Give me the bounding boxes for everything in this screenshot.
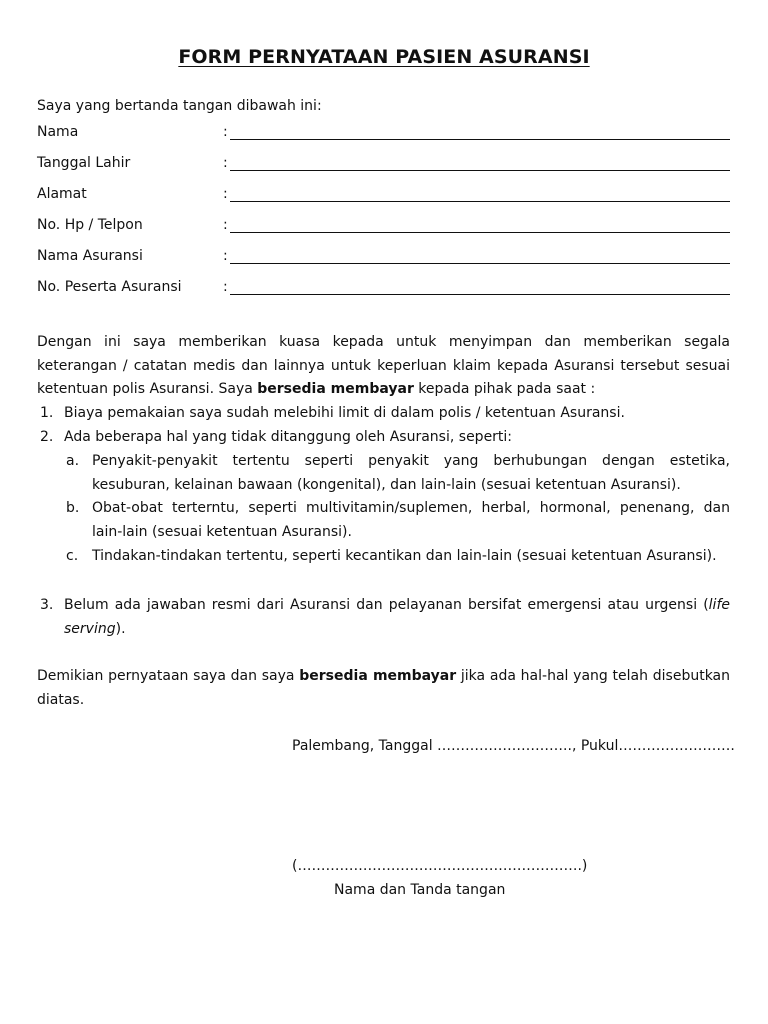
field-label: No. Hp / Telpon xyxy=(37,217,143,233)
sublist-text: Penyakit-penyakit tertentu seperti penyakit yang berhubungan dengan estetika, kesuburan, kelainan bawaan (kongenital), dan lain-lain (sesuai ketentuan Asuransi). xyxy=(92,453,730,493)
field-colon: : xyxy=(223,217,228,233)
sublist-letter: b. xyxy=(66,500,80,516)
field-colon: : xyxy=(223,124,228,140)
para2-text-after: jika ada hal-hal yang telah disebutkan diatas. xyxy=(37,668,731,708)
list-text xyxy=(64,594,730,641)
field-colon: : xyxy=(223,248,228,264)
list-number: 2. xyxy=(40,429,54,445)
field-label: No. Peserta Asuransi xyxy=(37,279,182,295)
field-alamat[interactable] xyxy=(37,186,730,208)
list-text: Ada beberapa hal yang tidak ditanggung oleh Asuransi, seperti: xyxy=(64,429,513,445)
list-text: Biaya pemakaian saya sudah melebihi limit di dalam polis / ketentuan Asuransi. xyxy=(64,405,625,421)
intro-text: Saya yang bertanda tangan dibawah ini: xyxy=(37,98,322,114)
field-label: Nama xyxy=(37,124,79,140)
field-label: Nama Asuransi xyxy=(37,248,143,264)
para2-text-before: Demikian pernyataan saya dan saya xyxy=(37,668,300,684)
place-date-line[interactable]: Palembang, Tanggal ……………………….., Pukul……………………. xyxy=(292,738,735,754)
field-colon: : xyxy=(223,186,228,202)
signature-caption: Nama dan Tanda tangan xyxy=(334,882,506,898)
field-blank-line[interactable] xyxy=(230,294,730,295)
field-blank-line[interactable] xyxy=(230,170,730,171)
list3-text-before: Belum ada jawaban resmi dari Asuransi dan pelayanan bersifat emergensi atau urgensi ( xyxy=(64,597,709,613)
sublist-text: Obat-obat terterntu, seperti multivitamin/suplemen, herbal, hormonal, penenang, dan lain-lain (sesuai ketentuan Asuransi). xyxy=(92,500,730,540)
sublist-text: Tindakan-tindakan tertentu, seperti kecantikan dan lain-lain (sesuai ketentuan Asuransi). xyxy=(92,548,717,564)
field-blank-line[interactable] xyxy=(230,232,730,233)
para1-bold: bersedia membayar xyxy=(257,381,414,397)
field-nama-asuransi[interactable] xyxy=(37,248,730,270)
list3-text-after: ). xyxy=(115,620,126,637)
list-number: 3. xyxy=(40,597,54,613)
field-tanggal-lahir[interactable] xyxy=(37,155,730,177)
para1-text-after: kepada pihak pada saat : xyxy=(413,381,596,397)
sublist-letter: a. xyxy=(66,453,80,469)
field-no-hp[interactable] xyxy=(37,217,730,239)
field-blank-line[interactable] xyxy=(230,263,730,264)
paragraph-demikian xyxy=(37,665,730,712)
para2-bold: bersedia membayar xyxy=(299,668,457,684)
form-title: FORM PERNYATAAN PASIEN ASURANSI xyxy=(178,46,590,68)
field-blank-line[interactable] xyxy=(230,201,730,202)
field-no-peserta[interactable] xyxy=(37,279,730,301)
paragraph-kuasa xyxy=(37,331,730,402)
field-colon: : xyxy=(223,279,228,295)
field-blank-line[interactable] xyxy=(230,139,730,140)
field-colon: : xyxy=(223,155,228,171)
field-nama[interactable] xyxy=(37,124,730,146)
field-label: Tanggal Lahir xyxy=(37,155,131,171)
signature-line[interactable]: (…………………………………………………….) xyxy=(292,858,588,874)
sublist-letter: c. xyxy=(66,548,79,564)
list3-italic: life serving xyxy=(64,597,730,637)
para1-text-before: Dengan ini saya memberikan kuasa kepada untuk menyimpan dan memberikan segala keterangan / catatan medis dan lainnya untuk keperluan klaim kepada Asuransi tersebut sesuai ketentuan polis Asuransi. Saya xyxy=(37,334,730,397)
list-number: 1. xyxy=(40,405,54,421)
field-label: Alamat xyxy=(37,186,87,202)
